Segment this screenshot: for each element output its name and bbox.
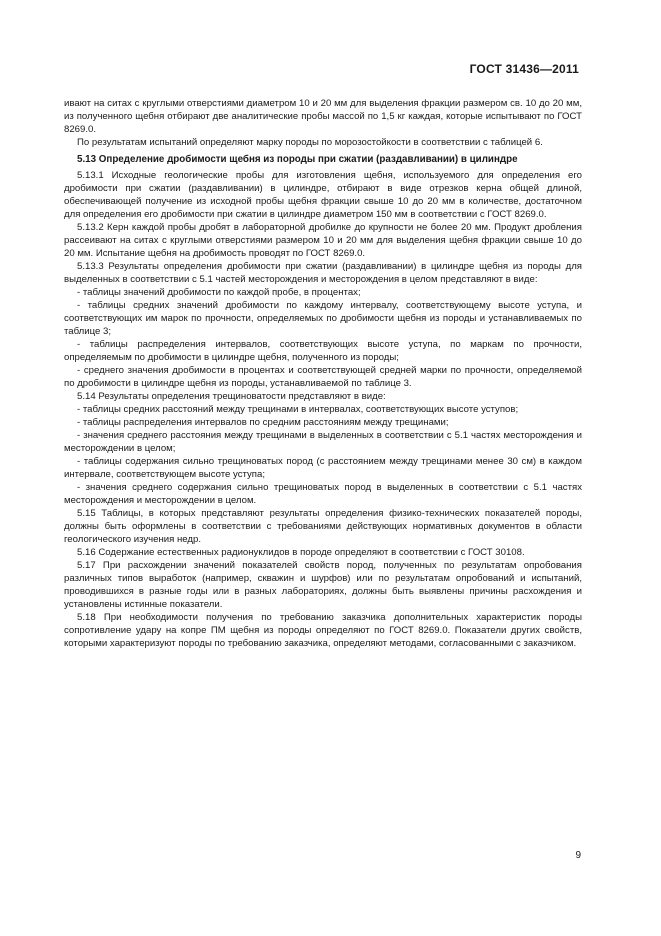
paragraph: ивают на ситах с круглыми отверстиями диаметром 10 и 20 мм для выделения фракции размером св. 10 до 20 мм, из полученного щебня отбирают две аналитические пробы массой по 1,5 кг каждая, которые испытывают по ГОСТ 8269.0.	[64, 98, 582, 135]
list-item: - таблицы распределения интервалов, соответствующих высоте уступа, по маркам по прочности, определяемым по дробимости в цилиндре щебня, полученного из породы;	[64, 339, 582, 363]
paragraph: 5.17 При расхождении значений показателей свойств пород, полученных по результатам опробования различных типов выработок (например, скважин и шурфов) или по результатам опробований и испытаний, проводившихся в разные годы или в разных лабораториях, должны быть выявлены причины расхождения и установлены истинные показатели.	[64, 560, 582, 610]
list-item: - таблицы распределения интервалов по средним расстояниям между трещинами;	[77, 417, 449, 428]
paragraph: 5.13.3 Результаты определения дробимости при сжатии (раздавливании) в цилиндре щебня из породы для выделенных в соответствии с 5.1 частей месторождения и месторождения в целом представляют в виде:	[64, 261, 582, 285]
list-item: - среднего значения дробимости в процентах и соответствующей средней марки по прочности, определяемой по дробимости в цилиндре щебня из породы, устанавливаемой по таблице 3.	[64, 365, 582, 389]
page-number: 9	[575, 850, 581, 861]
section-heading-5-13: 5.13 Определение дробимости щебня из породы при сжатии (раздавливании) в цилиндре	[77, 154, 518, 165]
list-item: - таблицы значений дробимости по каждой пробе, в процентах;	[77, 287, 361, 298]
paragraph: По результатам испытаний определяют марку породы по морозостойкости в соответствии с таблицей 6.	[77, 137, 543, 148]
document-code-header: ГОСТ 31436—2011	[469, 62, 579, 76]
list-item: - значения среднего расстояния между трещинами в выделенных в соответствии с 5.1 частях месторождения и месторождении в целом;	[64, 430, 582, 454]
paragraph: 5.16 Содержание естественных радионуклидов в породе определяют в соответствии с ГОСТ 30108.	[77, 547, 525, 558]
paragraph: 5.13.2 Керн каждой пробы дробят в лабораторной дробилке до крупности не более 20 мм. Продукт дробления рассеивают на ситах с круглыми отверстиями размером 10 и 20 мм для выделения щебня фракции свыше 10 до 20 мм. Испытание щебня на дробимость проводят по ГОСТ 8269.0.	[64, 222, 582, 259]
document-body	[64, 97, 582, 650]
list-item: - таблицы средних значений дробимости по каждому интервалу, соответствующему высоте уступа, и соответствующих им марок по прочности, определяемых по дробимости щебня из породы и устанавливаемых по таблице 3;	[64, 300, 582, 337]
list-item: - таблицы средних расстояний между трещинами в интервалах, соответствующих высоте уступов;	[77, 404, 519, 415]
paragraph: 5.18 При необходимости получения по требованию заказчика дополнительных характеристик породы сопротивление удару на копре ПМ щебня из породы определяют по ГОСТ 8269.0. Показатели других свойств, которыми характеризуют породы по требованию заказчика, определяют методами, согласованными с заказчиком.	[64, 612, 582, 649]
paragraph: 5.15 Таблицы, в которых представляют результаты определения физико-технических показателей породы, должны быть оформлены в соответствии с требованиями действующих нормативных документов в области геологического изучения недр.	[64, 508, 582, 545]
list-item: - значения среднего содержания сильно трещиноватых пород в выделенных в соответствии с 5.1 частях месторождения и месторождении в целом.	[64, 482, 582, 506]
paragraph: 5.13.1 Исходные геологические пробы для изготовления щебня, используемого для определения его дробимости при сжатии (раздавливании) в цилиндре, отбирают в виде отрезков керна общей длиной, обеспечивающей получение из исходной пробы щебня фракции свыше 10 до 20 мм в количестве, достаточном для определения его дробимости при сжатии в цилиндре диаметром 150 мм в соответствии с ГОСТ 8269.0.	[64, 170, 582, 220]
paragraph: 5.14 Результаты определения трещиноватости представляют в виде:	[77, 391, 386, 402]
list-item: - таблицы содержания сильно трещиноватых пород (с расстоянием между трещинами менее 30 см) в каждом интервале, соответствующем высоте уступа;	[64, 456, 582, 480]
